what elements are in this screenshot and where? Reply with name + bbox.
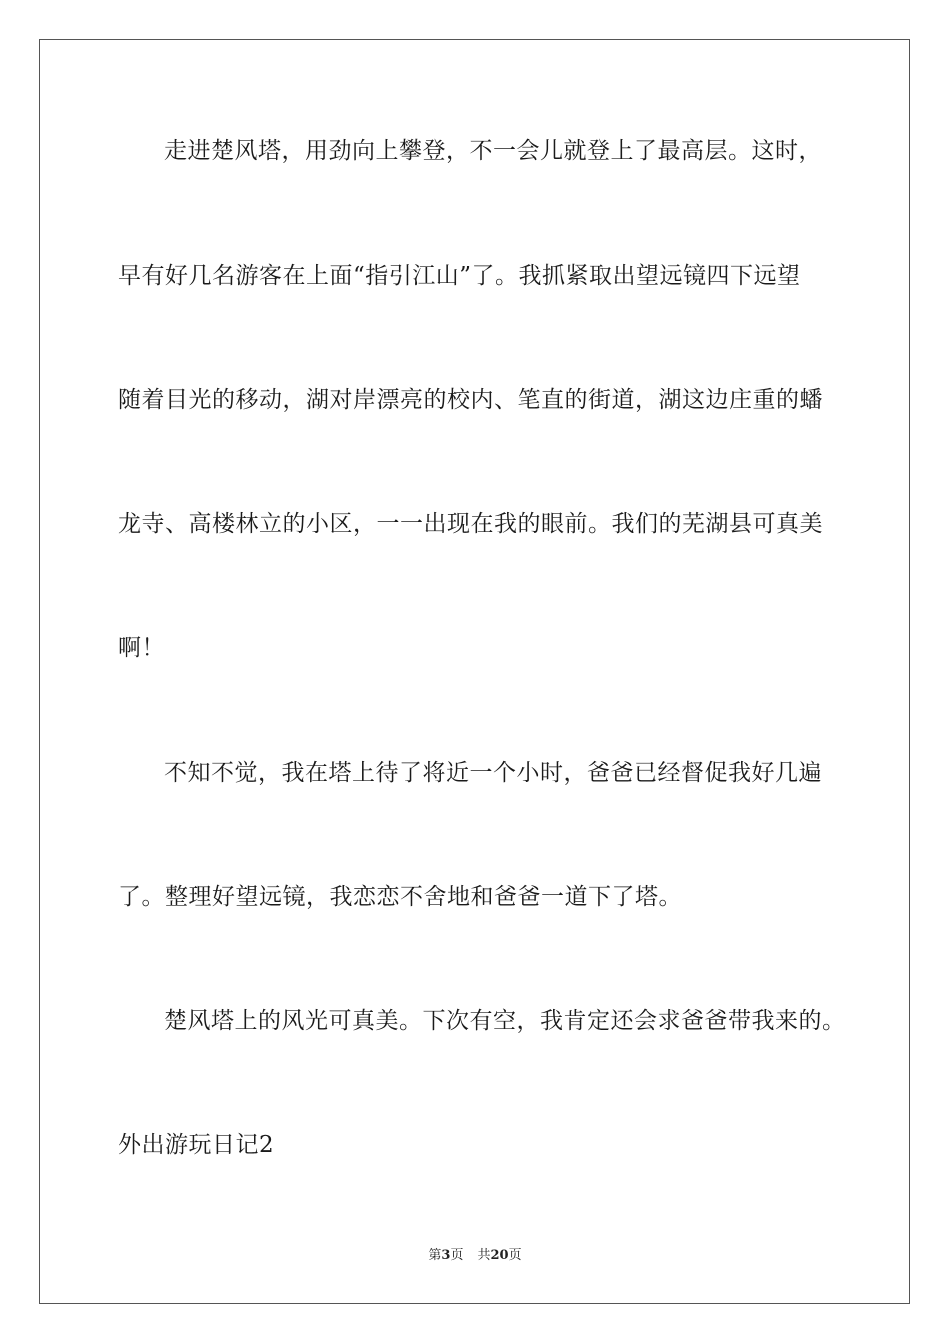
footer-total-suffix: 页	[508, 1248, 522, 1263]
paragraph-line-6: 不知不觉，我在塔上待了将近一个小时，爸爸已经督促我好几遍	[164, 760, 822, 786]
footer-total-pages: 20	[490, 1248, 509, 1263]
footer-page-number: 3	[441, 1248, 451, 1263]
footer-page-prefix: 第	[428, 1248, 442, 1263]
footer-page-suffix: 页	[450, 1248, 464, 1263]
page-border	[39, 39, 910, 1304]
paragraph-line-7: 了。整理好望远镜，我恋恋不舍地和爸爸一道下了塔。	[118, 884, 682, 910]
paragraph-line-8: 楚风塔上的风光可真美。下次有空，我肯定还会求爸爸带我来的。	[164, 1008, 846, 1034]
section-heading: 外出游玩日记2	[118, 1132, 275, 1158]
paragraph-line-3: 随着目光的移动，湖对岸漂亮的校内、笔直的街道，湖这边庄重的蟠	[118, 387, 823, 413]
paragraph-line-1: 走进楚风塔，用劲向上攀登，不一会儿就登上了最高层。这时，	[164, 138, 822, 164]
paragraph-line-4: 龙寺、高楼林立的小区，一一出现在我的眼前。我们的芜湖县可真美	[118, 511, 823, 537]
paragraph-line-2: 早有好几名游客在上面“指引江山”了。我抓紧取出望远镜四下远望	[118, 263, 801, 289]
paragraph-line-5: 啊！	[118, 635, 165, 661]
page-footer	[0, 1248, 950, 1264]
footer-total-prefix: 共	[477, 1248, 491, 1263]
